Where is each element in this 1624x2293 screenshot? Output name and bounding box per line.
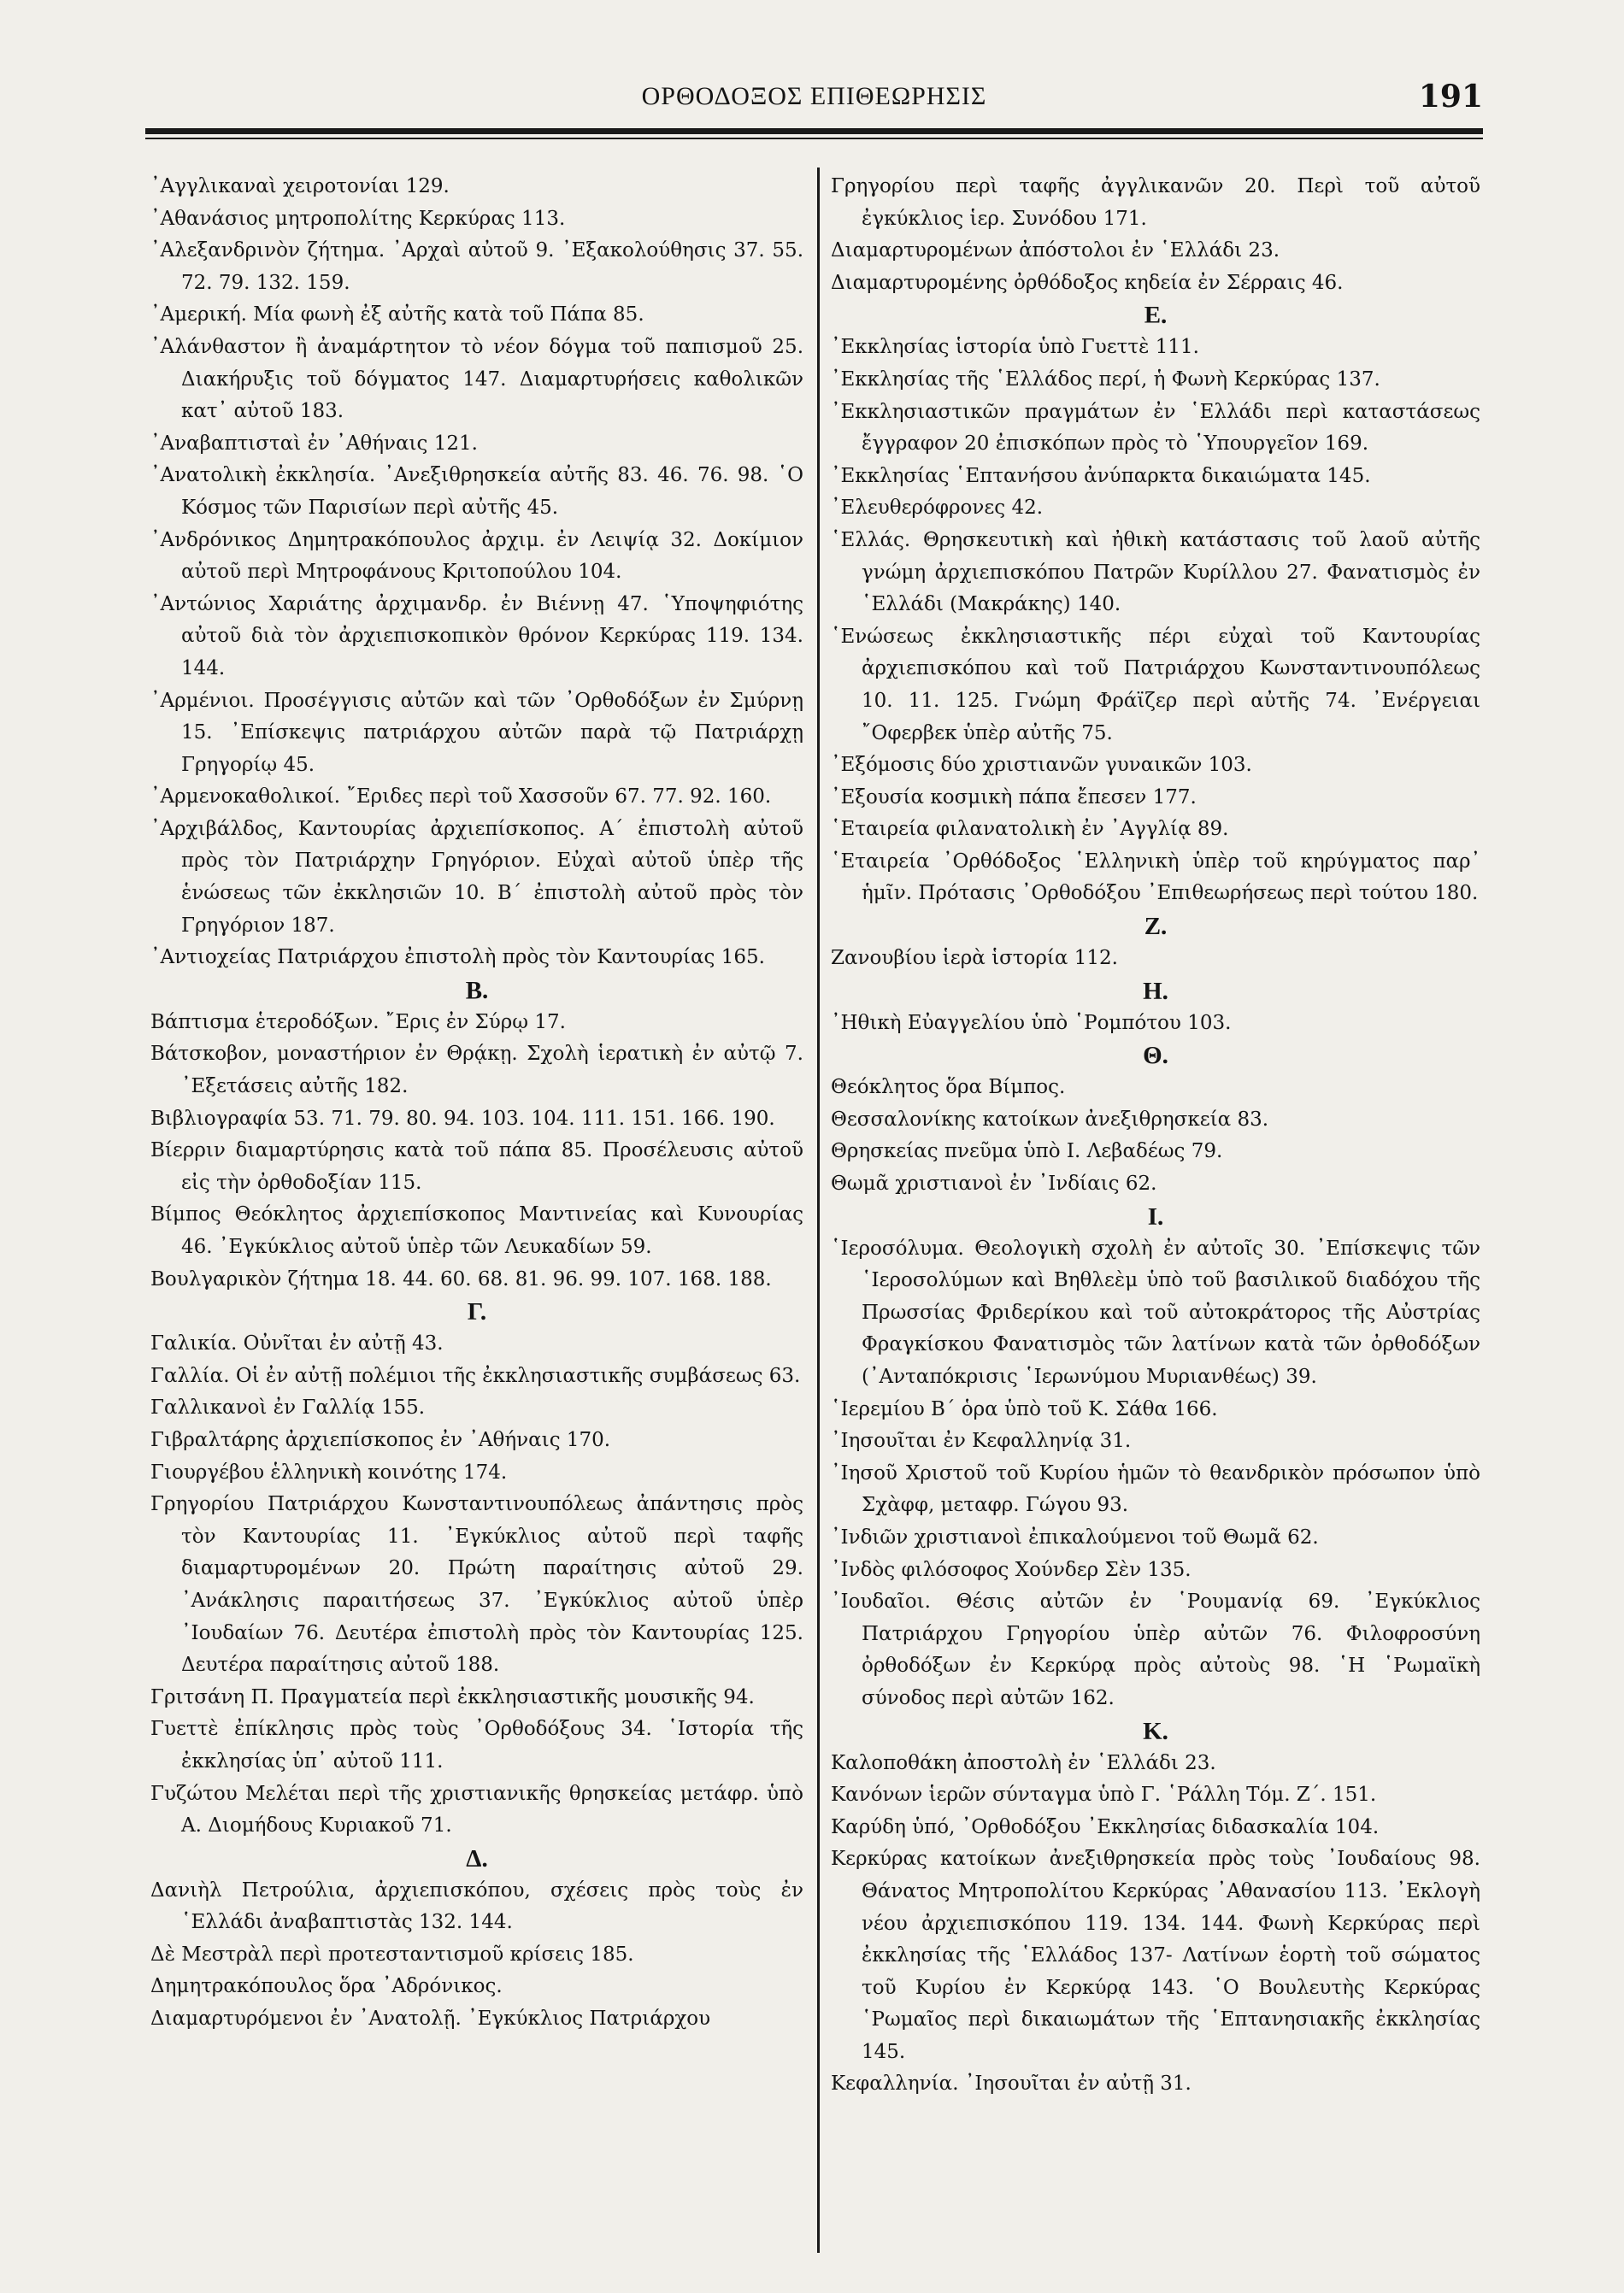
running-title: ΟΡΘΟΔΟΞΟΣ ΕΠΙΘΕΩΡΗΣΙΣ: [641, 82, 987, 110]
section-letter: Ζ.: [1144, 913, 1168, 941]
index-entry: ᾿Αντώνιος Χαριάτης ἀρχιμανδρ. ἐν Βιέννῃ 47. ῾Υποψηφιότης αὐτοῦ διὰ τὸν ἀρχιεπισκοπικὸν θρόνον Κερκύρας 119. 134. 144.: [150, 592, 803, 679]
index-entry: Διαμαρτυρομένης ὀρθόδοξος κηδεία ἐν Σέρραις 46.: [831, 271, 1344, 294]
index-entry: ᾿Ελευθερόφρονες 42.: [831, 497, 1044, 520]
index-entry: Δημητρακόπουλος ὅρα ᾿Αδρόνικος.: [150, 1975, 503, 1998]
index-entry: Βάτσκοβον, μοναστήριον ἐν Θρᾴκῃ. Σχολὴ ἱερατικὴ ἐν αὐτῷ 7. ᾿Εξετάσεις αὐτῆς 182.: [150, 1043, 803, 1098]
index-entry: ᾿Εκκλησίας τῆς ῾Ελλάδος περί, ἡ Φωνὴ Κερκύρας 137.: [831, 367, 1380, 391]
index-entry: ῾Ελλάς. Θρησκευτικὴ καὶ ἠθικὴ κατάστασις τοῦ λαοῦ αὐτῆς γνώμη ἀρχιεπισκόπου Πατρῶν Κυρίλλου 27. Φανατισμὸς ἐν ῾Ελλάδι (Μακράκης) 140.: [831, 528, 1480, 616]
index-entry: ᾿Ινδιῶν χριστιανοὶ ἐπικαλούμενοι τοῦ Θωμᾶ 62.: [831, 1526, 1319, 1549]
index-entry: Βίερριν διαμαρτύρησις κατὰ τοῦ πάπα 85. Προσέλευσις αὐτοῦ εἰς τὴν ὀρθοδοξίαν 115.: [150, 1139, 803, 1194]
index-entry: Θωμᾶ χριστιανοὶ ἐν ᾿Ινδίαις 62.: [831, 1173, 1157, 1196]
header-rule-thick: [145, 128, 1483, 134]
header-rule-thin: [145, 138, 1483, 139]
index-entry: Γυεττὲ ἐπίκλησις πρὸς τοὺς ᾿Ορθοδόξους 34. ῾Ιστορία τῆς ἐκκλησίας ὑπ᾿ αὐτοῦ 111.: [150, 1718, 803, 1773]
index-entry: Ζανουβίου ἱερὰ ἱστορία 112.: [831, 947, 1118, 970]
index-entry: Γαλλικανοὶ ἐν Γαλλίᾳ 155.: [150, 1396, 426, 1420]
page-header: [145, 79, 1483, 133]
index-entry: Καρύδη ὑπό, ᾿Ορθοδόξου ᾿Εκκλησίας διδασκαλία 104.: [831, 1815, 1380, 1838]
index-entry: ᾿Ανατολικὴ ἐκκλησία. ᾿Ανεξιθρησκεία αὐτῆς 83. 46. 76. 98. ῾Ο Κόσμος τῶν Παρισίων περὶ αὐτῆς 45.: [150, 464, 803, 519]
left-column: [150, 171, 803, 2036]
index-entry: ᾿Εκκλησίας ῾Επτανήσου ἀνύπαρκτα δικαιώματα 145.: [831, 464, 1371, 487]
index-entry: ῾Ενώσεως ἐκκλησιαστικῆς πέρι εὐχαὶ τοῦ Καντουρίας ἀρχιεπισκόπου καὶ τοῦ Πατριάρχου Κωνσταντινουπόλεως 10. 11. 125. Γνώμη Φράϊζερ περὶ αὐτῆς 74. ᾿Ενέργειαι ῎Οφερβεκ ὑπὲρ αὐτῆς 75.: [831, 625, 1480, 744]
index-entry: ᾿Ιησουῖται ἐν Κεφαλληνίᾳ 31.: [831, 1430, 1132, 1453]
index-entry: Γρηγορίου περὶ ταφῆς ἀγγλικανῶν 20. Περὶ τοῦ αὐτοῦ ἐγκύκλιος ἱερ. Συνόδου 171.: [831, 175, 1480, 230]
index-entry: ᾿Εξουσία κοσμικὴ πάπα ἔπεσεν 177.: [831, 785, 1197, 808]
index-entry: Γιβραλτάρης ἀρχιεπίσκοπος ἐν ᾿Αθήναις 170.: [150, 1428, 611, 1451]
section-letter: Ε.: [1144, 302, 1168, 330]
index-entry: Διαμαρτυρόμενοι ἐν ᾿Ανατολῇ. ᾿Εγκύκλιος Πατριάρχου: [150, 2008, 711, 2031]
index-entry: ᾿Αντιοχείας Πατριάρχου ἐπιστολὴ πρὸς τὸν Καντουρίας 165.: [150, 946, 765, 969]
index-entry: Θρησκείας πνεῦμα ὑπὸ Ι. Λεβαδέως 79.: [831, 1140, 1223, 1163]
index-entry: ᾿Ιησοῦ Χριστοῦ τοῦ Κυρίου ἡμῶν τὸ θεανδρικὸν πρόσωπον ὑπὸ Σχὰφφ, μεταφρ. Γώγου 93.: [831, 1461, 1480, 1517]
column-divider: [817, 168, 820, 2253]
index-entry: Κερκύρας κατοίκων ἀνεξιθρησκεία πρὸς τοὺς ᾿Ιουδαίους 98. Θάνατος Μητροπολίτου Κερκύρας ᾿Αθανασίου 113. ᾿Εκλογὴ νέου ἀρχιεπισκόπου 119. 134. 144. Φωνὴ Κερκύρας περὶ ἐκκλησίας τῆς ῾Ελλάδος 137- Λατίνων ἑορτὴ τοῦ σώματος τοῦ Κυρίου ἐν Κερκύρᾳ 143. ῾Ο Βουλευτὴς Κερκύρας ῾Ρωμαῖος περὶ δικαιωμάτων τῆς ῾Επτανησιακῆς ἐκκλησίας 145.: [831, 1848, 1480, 2063]
index-entry: Γρηγορίου Πατριάρχου Κωνσταντινουπόλεως ἀπάντησις πρὸς τὸν Καντουρίας 11. ᾿Εγκύκλιος αὐτοῦ περὶ ταφῆς διαμαρτυρομένων 20. Πρώτη παραίτησις αὐτοῦ 29. ᾿Ανάκλησις παραιτήσεως 37. ᾿Εγκύκλιος αὐτοῦ ὑπὲρ ᾿Ιουδαίων 76. Δευτέρα ἐπιστολὴ πρὸς τὸν Καντουρίας 125. Δευτέρα παραίτησις αὐτοῦ 188.: [150, 1493, 803, 1677]
index-entry: ᾿Αθανάσιος μητροπολίτης Κερκύρας 113.: [150, 207, 566, 230]
index-entry: ῾Εταιρεία ᾿Ορθόδοξος ῾Ελληνικὴ ὑπὲρ τοῦ κηρύγματος παρ᾿ ἡμῖν. Πρότασις ᾿Ορθοδόξου ᾿Επιθεωρήσεως περὶ τούτου 180.: [831, 850, 1480, 905]
index-entry: ῾Εταιρεία φιλανατολικὴ ἐν ᾿Αγγλίᾳ 89.: [831, 818, 1229, 841]
section-letter: Ι.: [1147, 1202, 1164, 1231]
index-entry: Κεφαλληνία. ᾿Ιησουῖται ἐν αὐτῇ 31.: [831, 2073, 1192, 2096]
index-entry: Βάπτισμα ἑτεροδόξων. ῎Ερις ἐν Σύρῳ 17.: [150, 1010, 566, 1033]
index-entry: Γριτσάνη Π. Πραγματεία περὶ ἐκκλησιαστικῆς μουσικῆς 94.: [150, 1685, 755, 1708]
index-entry: ᾿Αναβαπτισταὶ ἐν ᾿Αθήναις 121.: [150, 432, 478, 455]
section-letter: Η.: [1143, 977, 1168, 1005]
index-entry: Γαλλία. Οἱ ἐν αὐτῇ πολέμιοι τῆς ἐκκλησιαστικῆς συμβάσεως 63.: [150, 1364, 801, 1387]
index-entry: Καλοποθάκη ἀποστολὴ ἐν ῾Ελλάδι 23.: [831, 1751, 1216, 1774]
index-entry: ᾿Αρχιβάλδος, Καντουρίας ἀρχιεπίσκοπος. Α´ ἐπιστολὴ αὐτοῦ πρὸς τὸν Πατριάρχην Γρηγόριον. Εὐχαὶ αὐτοῦ ὑπὲρ τῆς ἑνώσεως τῶν ἐκκλησιῶν 10. Β´ ἐπιστολὴ αὐτοῦ πρὸς τὸν Γρηγόριον 187.: [150, 817, 803, 937]
index-entry: Διαμαρτυρομένων ἀπόστολοι ἐν ῾Ελλάδι 23.: [831, 239, 1280, 262]
index-entry: ᾿Αρμενοκαθολικοί. ῎Εριδες περὶ τοῦ Χασσοῦν 67. 77. 92. 160.: [150, 785, 772, 808]
index-entry: ᾿Αλάνθαστον ἢ ἀναμάρτητον τὸ νέον δόγμα τοῦ παπισμοῦ 25. Διακήρυξις τοῦ δόγματος 147. Διαμαρτυρήσεις καθολικῶν κατ᾿ αὐτοῦ 183.: [150, 335, 803, 423]
index-entry: ᾿Ηθικὴ Εὐαγγελίου ὑπὸ ῾Ρομπότου 103.: [831, 1011, 1232, 1034]
index-entry: Θεόκλητος ὅρα Βίμπος.: [831, 1076, 1066, 1099]
section-letter: Β.: [465, 976, 489, 1004]
index-entry: ᾿Εξόμοσις δύο χριστιανῶν γυναικῶν 103.: [831, 754, 1252, 777]
index-entry: ᾿Ιουδαῖοι. Θέσις αὐτῶν ἐν ῾Ρουμανίᾳ 69. ᾿Εγκύκλιος Πατριάρχου Γρηγορίου ὑπὲρ αὐτῶν 76. Φιλοφροσύνη ὀρθοδόξων ἐν Κερκύρᾳ πρὸς αὐτοὺς 98. ῾Η ῾Ρωμαϊκὴ σύνοδος περὶ αὐτῶν 162.: [831, 1590, 1480, 1709]
section-letter: Δ.: [466, 1844, 488, 1873]
section-letter: Γ.: [467, 1298, 487, 1326]
index-entry: Δὲ Μεστρὰλ περὶ προτεσταντισμοῦ κρίσεις 185.: [150, 1943, 634, 1966]
right-column: [831, 171, 1480, 2101]
page-number: 191: [1418, 79, 1483, 115]
section-letter: Κ.: [1143, 1717, 1168, 1745]
index-entry: Γυζώτου Μελέται περὶ τῆς χριστιανικῆς θρησκείας μετάφρ. ὑπὸ Α. Διομήδους Κυριακοῦ 71.: [150, 1782, 803, 1837]
index-entry: Βουλγαρικὸν ζήτημα 18. 44. 60. 68. 81. 96. 99. 107. 168. 188.: [150, 1267, 772, 1291]
index-entry: ᾿Αλεξανδρινὸν ζήτημα. ᾿Αρχαὶ αὐτοῦ 9. ᾿Εξακολούθησις 37. 55. 72. 79. 132. 159.: [150, 239, 803, 294]
index-entry: Γαλικία. Οὐνῖται ἐν αὐτῇ 43.: [150, 1332, 444, 1355]
index-entry: ᾿Εκκλησιαστικῶν πραγμάτων ἐν ῾Ελλάδι περὶ καταστάσεως ἔγγραφον 20 ἐπισκόπων πρὸς τὸ ῾Υπουργεῖον 169.: [831, 400, 1480, 456]
index-entry: ᾿Ινδὸς φιλόσοφος Χούνδερ Σὲν 135.: [831, 1558, 1192, 1581]
index-entry: ᾿Αμερική. Μία φωνὴ ἐξ αὐτῆς κατὰ τοῦ Πάπα 85.: [150, 303, 644, 326]
index-entry: ῾Ιεροσόλυμα. Θεολογικὴ σχολὴ ἐν αὐτοῖς 30. ᾿Επίσκεψις τῶν ῾Ιεροσολύμων καὶ Βηθλεὲμ ὑπὸ τοῦ βασιλικοῦ διαδόχου τῆς Πρωσσίας Φριδερίκου καὶ τοῦ αὐτοκράτορος τῆς Αὐστρίας Φραγκίσκου Φανατισμὸς τῶν λατίνων κατὰ τῶν ὀρθοδόξων (᾿Ανταπόκρισις ῾Ιερωνύμου Μυριανθέως) 39.: [831, 1237, 1480, 1388]
index-entry: Κανόνων ἱερῶν σύνταγμα ὑπὸ Γ. ῾Ράλλη Τόμ. Ζ´. 151.: [831, 1784, 1377, 1807]
index-entry: ῾Ιερεμίου Β´ ὁρα ὑπὸ τοῦ Κ. Σάθα 166.: [831, 1397, 1218, 1420]
index-entry: Βιβλιογραφία 53. 71. 79. 80. 94. 103. 104. 111. 151. 166. 190.: [150, 1107, 775, 1130]
index-entry: Θεσσαλονίκης κατοίκων ἀνεξιθρησκεία 83.: [831, 1108, 1269, 1131]
index-entry: ᾿Ανδρόνικος Δημητρακόπουλος ἀρχιμ. ἐν Λειψίᾳ 32. Δοκίμιον αὐτοῦ περὶ Μητροφάνους Κριτοπούλου 104.: [150, 528, 803, 584]
index-entry: ᾿Αγγλικαναὶ χειροτονίαι 129.: [150, 175, 450, 197]
index-entry: Δανιὴλ Πετρούλια, ἀρχιεπισκόπου, σχέσεις πρὸς τοὺς ἐν ῾Ελλάδι ἀναβαπτιστὰς 132. 144.: [150, 1878, 803, 1934]
index-entry: Γιουργέβου ἑλληνικὴ κοινότης 174.: [150, 1461, 508, 1484]
index-entry: Βίμπος Θεόκλητος ἀρχιεπίσκοπος Μαντινείας καὶ Κυνουρίας 46. ᾿Εγκύκλιος αὐτοῦ ὑπὲρ τῶν Λευκαδίων 59.: [150, 1203, 803, 1258]
index-entry: ᾿Αρμένιοι. Προσέγγισις αὐτῶν καὶ τῶν ᾿Ορθοδόξων ἐν Σμύρνῃ 15. ᾿Επίσκεψις πατριάρχου αὐτῶν παρὰ τῷ Πατριάρχῃ Γρηγορίῳ 45.: [150, 689, 803, 776]
index-entry: ᾿Εκκλησίας ἱστορία ὑπὸ Γυεττὲ 111.: [831, 336, 1199, 359]
section-letter: Θ.: [1143, 1042, 1168, 1070]
